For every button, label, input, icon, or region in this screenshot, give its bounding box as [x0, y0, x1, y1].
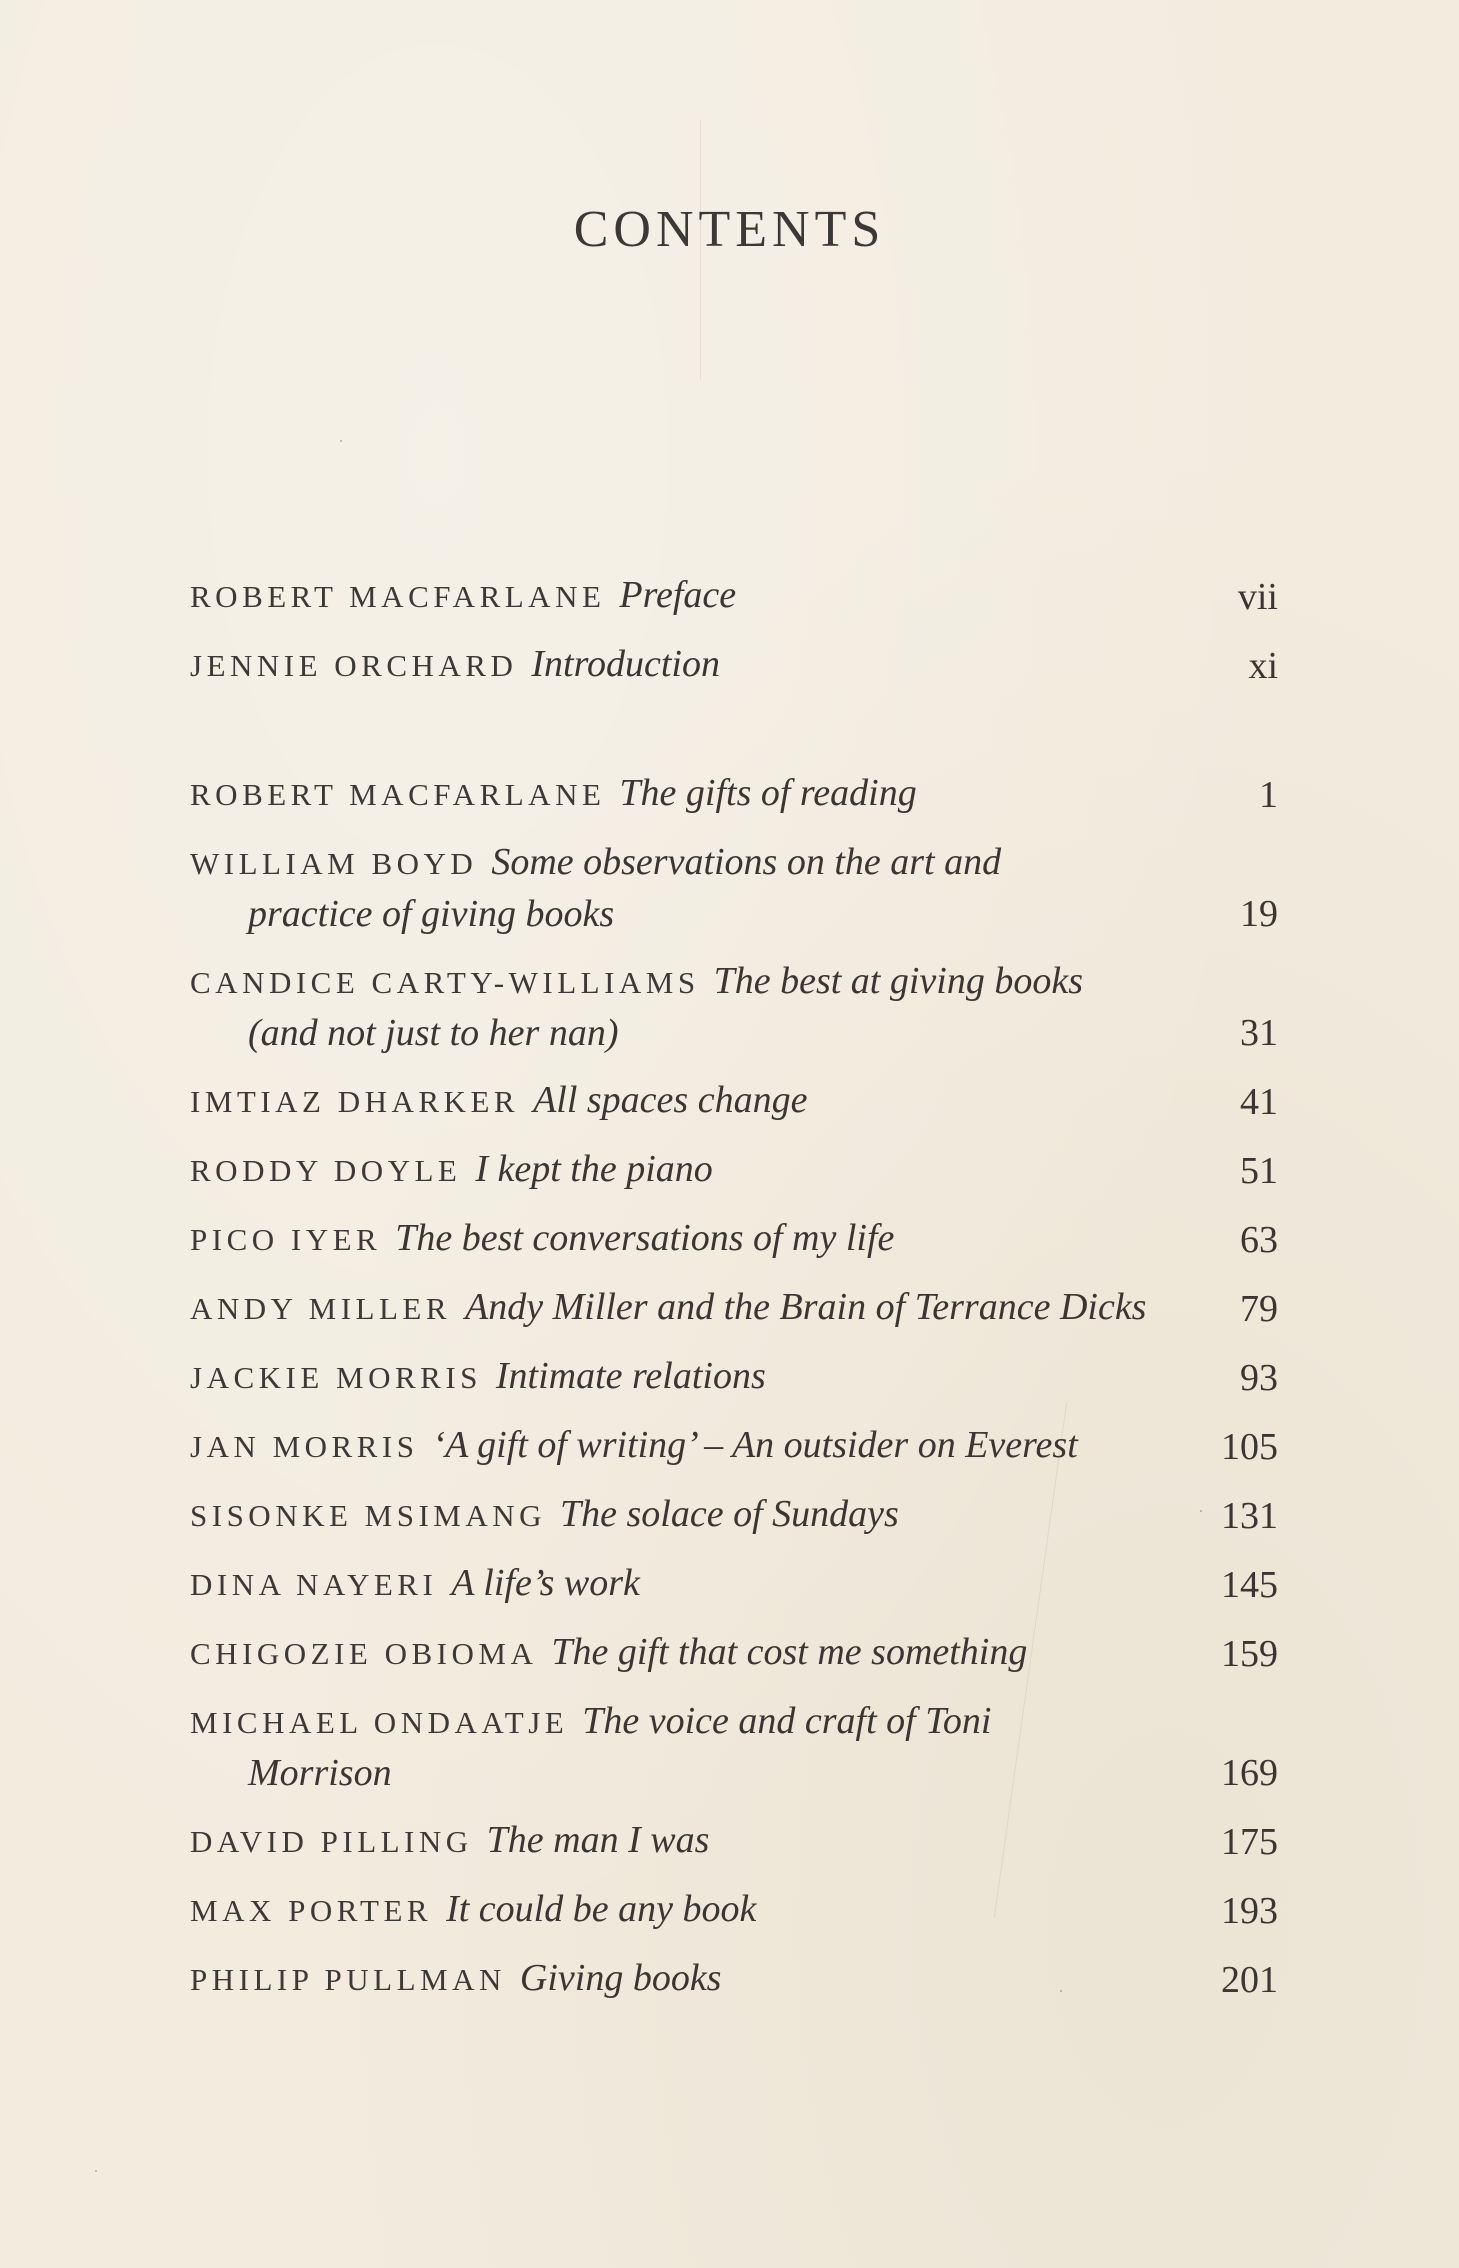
toc-entry-text — [190, 1815, 1218, 1867]
toc-essay-title: The best at giving books — [713, 960, 1083, 1002]
toc-author: PHILIP PULLMAN — [190, 1962, 506, 1997]
toc-page-number: 169 — [1221, 1752, 1278, 1794]
toc-essay-title: The man I was — [486, 1819, 710, 1861]
paper-speck — [340, 440, 342, 442]
toc-entry-text — [190, 956, 1218, 1058]
toc-essay-title: The gifts of reading — [619, 772, 917, 814]
toc-page-number: 105 — [1221, 1426, 1278, 1468]
toc-entry — [190, 1351, 1278, 1403]
toc-author: CANDICE CARTY-WILLIAMS — [190, 965, 700, 1000]
toc-author: JENNIE ORCHARD — [190, 648, 518, 683]
toc-author: JAN MORRIS — [190, 1429, 419, 1464]
toc-entry — [190, 837, 1278, 939]
toc-page-number: 79 — [1240, 1288, 1278, 1330]
toc-entry — [190, 1884, 1278, 1936]
toc-page-number: vii — [1237, 576, 1278, 618]
toc-essay-title: ‘A gift of writing’ – An outsider on Everest — [432, 1424, 1078, 1466]
toc-author: MAX PORTER — [190, 1893, 433, 1928]
toc-essay-title: Giving books — [519, 1957, 722, 1999]
toc-author: IMTIAZ DHARKER — [190, 1084, 520, 1119]
toc-essay-title: Andy Miller and the Brain of Terrance Dicks — [465, 1286, 1147, 1328]
toc-entry — [190, 1558, 1278, 1610]
toc-author: ROBERT MACFARLANE — [190, 777, 606, 812]
toc-essay-title: The gift that cost me something — [551, 1631, 1028, 1673]
toc-author: ANDY MILLER — [190, 1291, 452, 1326]
toc-page-number: 31 — [1240, 1012, 1278, 1054]
toc-entry — [190, 1815, 1278, 1867]
toc-essay-title: Introduction — [531, 643, 720, 685]
toc-entry — [190, 1627, 1278, 1679]
toc-page-number: 1 — [1259, 774, 1278, 816]
toc-essay-title: All spaces change — [533, 1079, 808, 1121]
toc-entry-text — [190, 768, 1218, 820]
toc-entry-text — [190, 1282, 1218, 1334]
toc-entry — [190, 1420, 1278, 1472]
toc-entry-text — [190, 1420, 1218, 1472]
toc-entry — [190, 1282, 1278, 1334]
toc-author: JACKIE MORRIS — [190, 1360, 482, 1395]
toc-entry — [190, 1213, 1278, 1265]
toc-author: DINA NAYERI — [190, 1567, 438, 1602]
front-matter-list — [190, 570, 1278, 708]
toc-entry-text — [190, 1884, 1218, 1936]
toc-author: WILLIAM BOYD — [190, 846, 478, 881]
toc-essay-title: Some observations on the art and — [491, 841, 1002, 883]
toc-page-number: 131 — [1221, 1495, 1278, 1537]
toc-entry — [190, 1075, 1278, 1127]
toc-entry-text — [190, 1351, 1218, 1403]
toc-page-number: 201 — [1221, 1959, 1278, 2001]
toc-entry-text — [190, 837, 1218, 939]
toc-author: MICHAEL ONDAATJE — [190, 1705, 569, 1740]
toc-page-number: 41 — [1240, 1081, 1278, 1123]
toc-essay-title: The voice and craft of Toni — [582, 1700, 992, 1742]
toc-entry-text — [190, 1953, 1218, 2005]
toc-author: RODDY DOYLE — [190, 1153, 462, 1188]
toc-page-number: 175 — [1221, 1821, 1278, 1863]
toc-entry — [190, 1953, 1278, 2005]
toc-page-number: 159 — [1221, 1633, 1278, 1675]
toc-entry-text — [190, 1696, 1218, 1798]
toc-entry — [190, 570, 1278, 622]
toc-page-number: 145 — [1221, 1564, 1278, 1606]
toc-entry-text — [190, 1558, 1218, 1610]
toc-page-number: 193 — [1221, 1890, 1278, 1932]
toc-essay-title-continued: practice of giving books — [248, 893, 615, 935]
toc-essay-title-continued: (and not just to her nan) — [248, 1012, 619, 1054]
toc-author: SISONKE MSIMANG — [190, 1498, 547, 1533]
toc-entry — [190, 956, 1278, 1058]
toc-page-number: xi — [1248, 645, 1278, 687]
toc-essay-title: It could be any book — [446, 1888, 757, 1930]
toc-essay-title: I kept the piano — [475, 1148, 713, 1190]
toc-entry — [190, 768, 1278, 820]
page-title: CONTENTS — [573, 201, 886, 258]
toc-entry — [190, 1489, 1278, 1541]
toc-page-number: 19 — [1240, 893, 1278, 935]
toc-entry-text — [190, 1489, 1218, 1541]
toc-page-number: 93 — [1240, 1357, 1278, 1399]
toc-essay-title: The best conversations of my life — [395, 1217, 895, 1259]
toc-author: DAVID PILLING — [190, 1824, 473, 1859]
toc-entry-text — [190, 1213, 1218, 1265]
toc-entry — [190, 1696, 1278, 1798]
toc-entry-text — [190, 1627, 1218, 1679]
toc-entry-text — [190, 1075, 1218, 1127]
toc-entry-text — [190, 1144, 1218, 1196]
toc-essay-title: Intimate relations — [495, 1355, 766, 1397]
toc-page-number: 63 — [1240, 1219, 1278, 1261]
toc-entry — [190, 1144, 1278, 1196]
toc-author: PICO IYER — [190, 1222, 382, 1257]
toc-essay-title-continued: Morrison — [248, 1752, 392, 1794]
paper-speck — [95, 2170, 97, 2172]
toc-entry-text — [190, 639, 1218, 691]
toc-essay-title: A life’s work — [451, 1562, 640, 1604]
toc-essay-title: The solace of Sundays — [560, 1493, 899, 1535]
toc-essay-title: Preface — [619, 574, 737, 616]
toc-author: CHIGOZIE OBIOMA — [190, 1636, 538, 1671]
contents-list — [190, 768, 1278, 2022]
toc-entry — [190, 639, 1278, 691]
toc-author: ROBERT MACFARLANE — [190, 579, 606, 614]
toc-entry-text — [190, 570, 1218, 622]
toc-page-number: 51 — [1240, 1150, 1278, 1192]
